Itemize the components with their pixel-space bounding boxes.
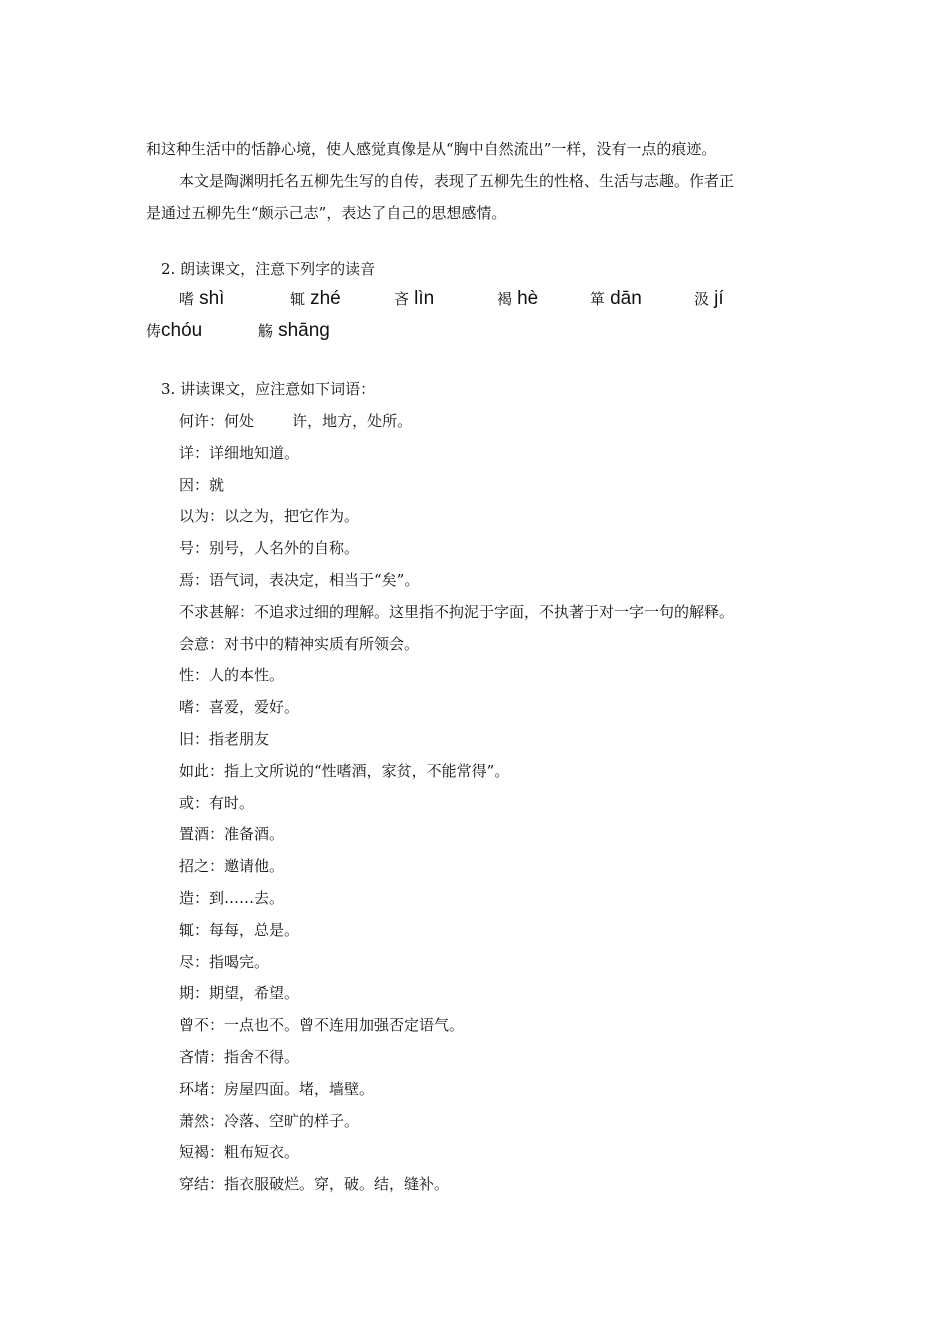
intro-line-2: 本文是陶渊明托名五柳先生写的自传，表现了五柳先生的性格、生活与志趣。作者正 [179,172,735,190]
list-item: 旧：指老朋友 [179,729,270,748]
list-item: 何许：何处 许，地方，处所。 [179,412,413,430]
pinyin-entry [146,318,202,344]
pinyin: chóu [161,320,203,341]
list-item: 萧然：冷落、空旷的样子。 [179,1111,360,1130]
pinyin: hè [517,288,539,309]
char: 褐 [497,290,513,308]
pinyin-row-1 [0,286,950,312]
char: 俦 [146,322,162,340]
list-item: 环堵：房屋四面。堵，墙壁。 [179,1079,375,1098]
pinyin-entry [290,286,341,312]
pinyin-entry [179,286,224,312]
pinyin: zhé [310,288,341,309]
list-item: 招之：邀请他。 [179,857,285,876]
list-item: 或：有时。 [179,793,255,812]
list-item: 不求甚解：不追求过细的理解。这里指不拘泥于字面，不执著于对一字一句的解释。 [179,602,735,621]
pinyin: jí [714,288,724,309]
list-item: 详：详细地知道。 [179,443,300,462]
list-item: 因：就 [179,475,225,494]
list-item: 会意：对书中的精神实质有所领会。 [179,634,420,653]
char: 觞 [258,322,274,340]
list-item: 短褐：粗布短衣。 [179,1143,300,1162]
list-item: 尽：指喝完。 [179,952,270,971]
section-3-heading: 3. 讲读课文，应注意如下词语： [161,380,376,398]
char: 辄 [290,290,306,308]
list-item: 以为：以之为，把它作为。 [179,507,360,526]
list-item: 造：到……去。 [179,888,285,907]
pinyin-entry [497,286,538,312]
pinyin-entry [394,286,434,312]
intro-line-1: 和这种生活中的恬静心境，使人感觉真像是从“胸中自然流出”一样，没有一点的痕迹。 [146,140,717,158]
list-item: 焉：语气词，表决定，相当于“矣”。 [179,570,420,589]
list-item: 期：期望，希望。 [179,984,300,1003]
pinyin-entry [258,318,330,344]
pinyin-entry [694,286,724,312]
list-item: 置酒：准备酒。 [179,825,285,844]
list-item: 吝情：指舍不得。 [179,1047,300,1066]
list-item: 号：别号，人名外的自称。 [179,539,360,558]
list-item: 曾不：一点也不。曾不连用加强否定语气。 [179,1016,465,1035]
list-item: 性：人的本性。 [179,666,285,685]
char: 汲 [694,290,710,308]
list-item: 如此：指上文所说的“性嗜酒，家贫，不能常得”。 [179,761,510,780]
pinyin: dān [610,288,642,309]
intro-line-3: 是通过五柳先生“颇示己志”，表达了自己的思想感情。 [146,204,507,222]
list-item: 穿结：指衣服破烂。穿，破。结，缝补。 [179,1175,450,1194]
list-item: 嗜：喜爱，爱好。 [179,698,300,717]
vocabulary-list [179,410,879,1205]
char: 箪 [590,290,606,308]
pinyin-entry [590,286,642,312]
char: 嗜 [179,290,195,308]
pinyin-row-2 [0,318,950,344]
pinyin: shì [199,288,225,309]
list-item: 辄：每每，总是。 [179,920,300,939]
section-2-heading: 2. 朗读课文，注意下列字的读音 [161,260,376,278]
pinyin: lìn [414,288,435,309]
char: 吝 [394,290,410,308]
pinyin: shāng [278,320,330,341]
